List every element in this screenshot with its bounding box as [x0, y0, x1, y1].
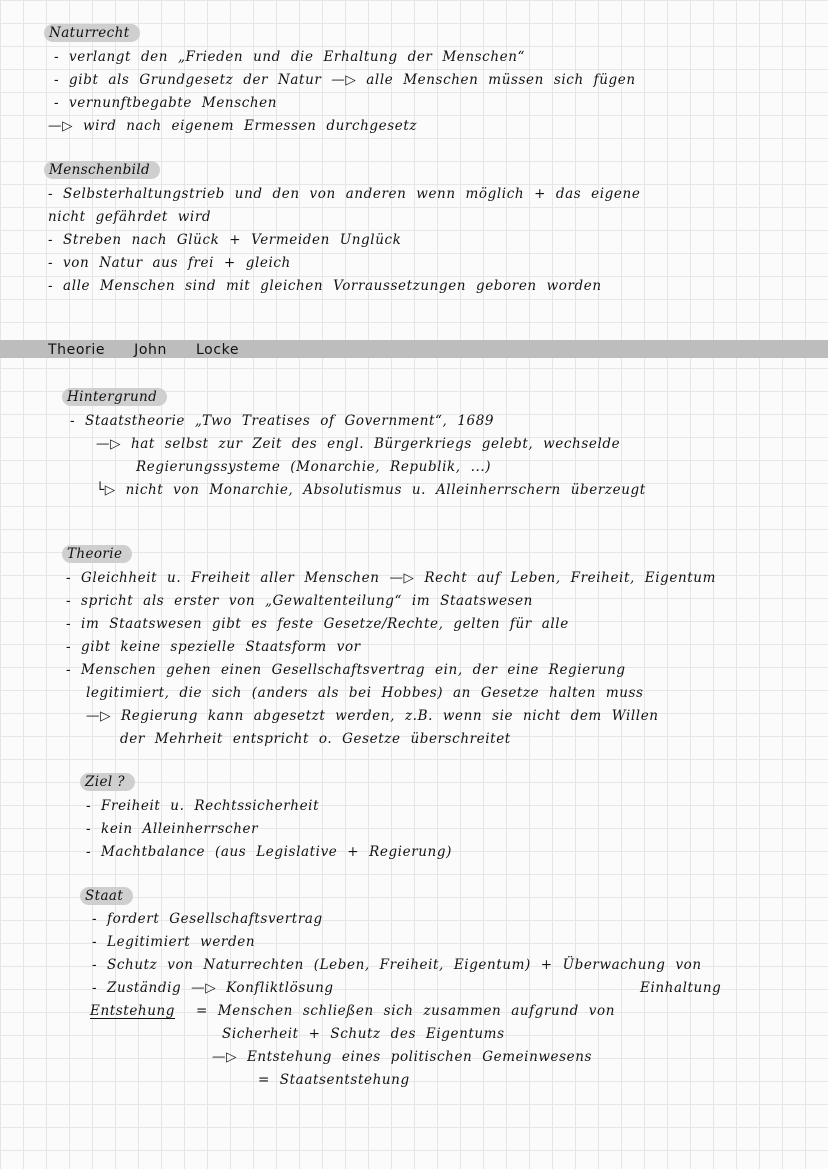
theorie-line: - Gleichheit u. Freiheit aller Menschen —▷ Recht auf Leben, Freiheit, Eigentum	[66, 570, 716, 586]
staat-line: - Schutz von Naturrechten (Leben, Freiheit, Eigentum) + Überwachung von	[92, 957, 702, 973]
ziel-line: - Freiheit u. Rechtssicherheit	[86, 798, 320, 814]
theorie-line: —▷ Regierung kann abgesetzt werden, z.B. wenn sie nicht dem Willen	[86, 708, 659, 724]
ziel-line: - kein Alleinherrscher	[86, 821, 259, 837]
naturrecht-line: - verlangt den „Frieden und die Erhaltung der Menschen“	[54, 49, 526, 65]
hintergrund-heading: Hintergrund	[62, 388, 167, 406]
hintergrund-line: - Staatstheorie „Two Treatises of Government“, 1689	[70, 413, 495, 429]
theorie-line: - spricht als erster von „Gewaltenteilung“ im Staatswesen	[66, 593, 533, 609]
entstehung-line: —▷ Entstehung eines politischen Gemeinwesens	[212, 1049, 593, 1065]
entstehung-label: Entstehung	[90, 1003, 176, 1019]
staat-line: - fordert Gesellschaftsvertrag	[92, 911, 323, 927]
menschenbild-heading: Menschenbild	[44, 161, 160, 179]
menschenbild-line: nicht gefährdet wird	[48, 209, 212, 225]
theorie-line: - Menschen gehen einen Gesellschaftsvertrag ein, der eine Regierung	[66, 662, 626, 678]
hintergrund-line: —▷ hat selbst zur Zeit des engl. Bürgerkriegs gelebt, wechselde	[96, 436, 621, 452]
naturrecht-line: —▷ wird nach eigenem Ermessen durchgesetz	[48, 118, 418, 134]
section-title: Theorie John Locke	[48, 342, 240, 358]
staat-line: - Legitimiert werden	[92, 934, 256, 950]
entstehung-line: = Menschen schließen sich zusammen aufgrund von	[196, 1003, 616, 1019]
hintergrund-line: Regierungssysteme (Monarchie, Republik, ...)	[136, 459, 492, 475]
theorie-line: - im Staatswesen gibt es feste Gesetze/Rechte, gelten für alle	[66, 616, 569, 632]
naturrecht-line: - gibt als Grundgesetz der Natur —▷ alle Menschen müssen sich fügen	[54, 72, 636, 88]
staat-line: Einhaltung	[640, 980, 722, 996]
menschenbild-line: - von Natur aus frei + gleich	[48, 255, 291, 271]
theorie-line: der Mehrheit entspricht o. Gesetze überschreitet	[120, 731, 511, 747]
staat-line: - Zuständig —▷ Konfliktlösung	[92, 980, 334, 996]
naturrecht-line: - vernunftbegabte Menschen	[54, 95, 278, 111]
theorie-line: - gibt keine spezielle Staatsform vor	[66, 639, 361, 655]
ziel-line: - Machtbalance (aus Legislative + Regierung)	[86, 844, 452, 860]
naturrecht-heading: Naturrecht	[44, 24, 140, 42]
ziel-heading: Ziel ?	[80, 773, 135, 791]
menschenbild-line: - Streben nach Glück + Vermeiden Unglück	[48, 232, 402, 248]
staat-heading: Staat	[80, 887, 133, 905]
theorie-line: legitimiert, die sich (anders als bei Hobbes) an Gesetze halten muss	[86, 685, 644, 701]
entstehung-line: Sicherheit + Schutz des Eigentums	[222, 1026, 505, 1042]
hintergrund-line: └▷ nicht von Monarchie, Absolutismus u. Alleinherrschern überzeugt	[96, 482, 646, 498]
theorie-heading: Theorie	[62, 545, 132, 563]
entstehung-line: = Staatsentstehung	[258, 1072, 410, 1088]
menschenbild-line: - alle Menschen sind mit gleichen Vorraussetzungen geboren worden	[48, 278, 602, 294]
menschenbild-line: - Selbsterhaltungstrieb und den von anderen wenn möglich + das eigene	[48, 186, 641, 202]
